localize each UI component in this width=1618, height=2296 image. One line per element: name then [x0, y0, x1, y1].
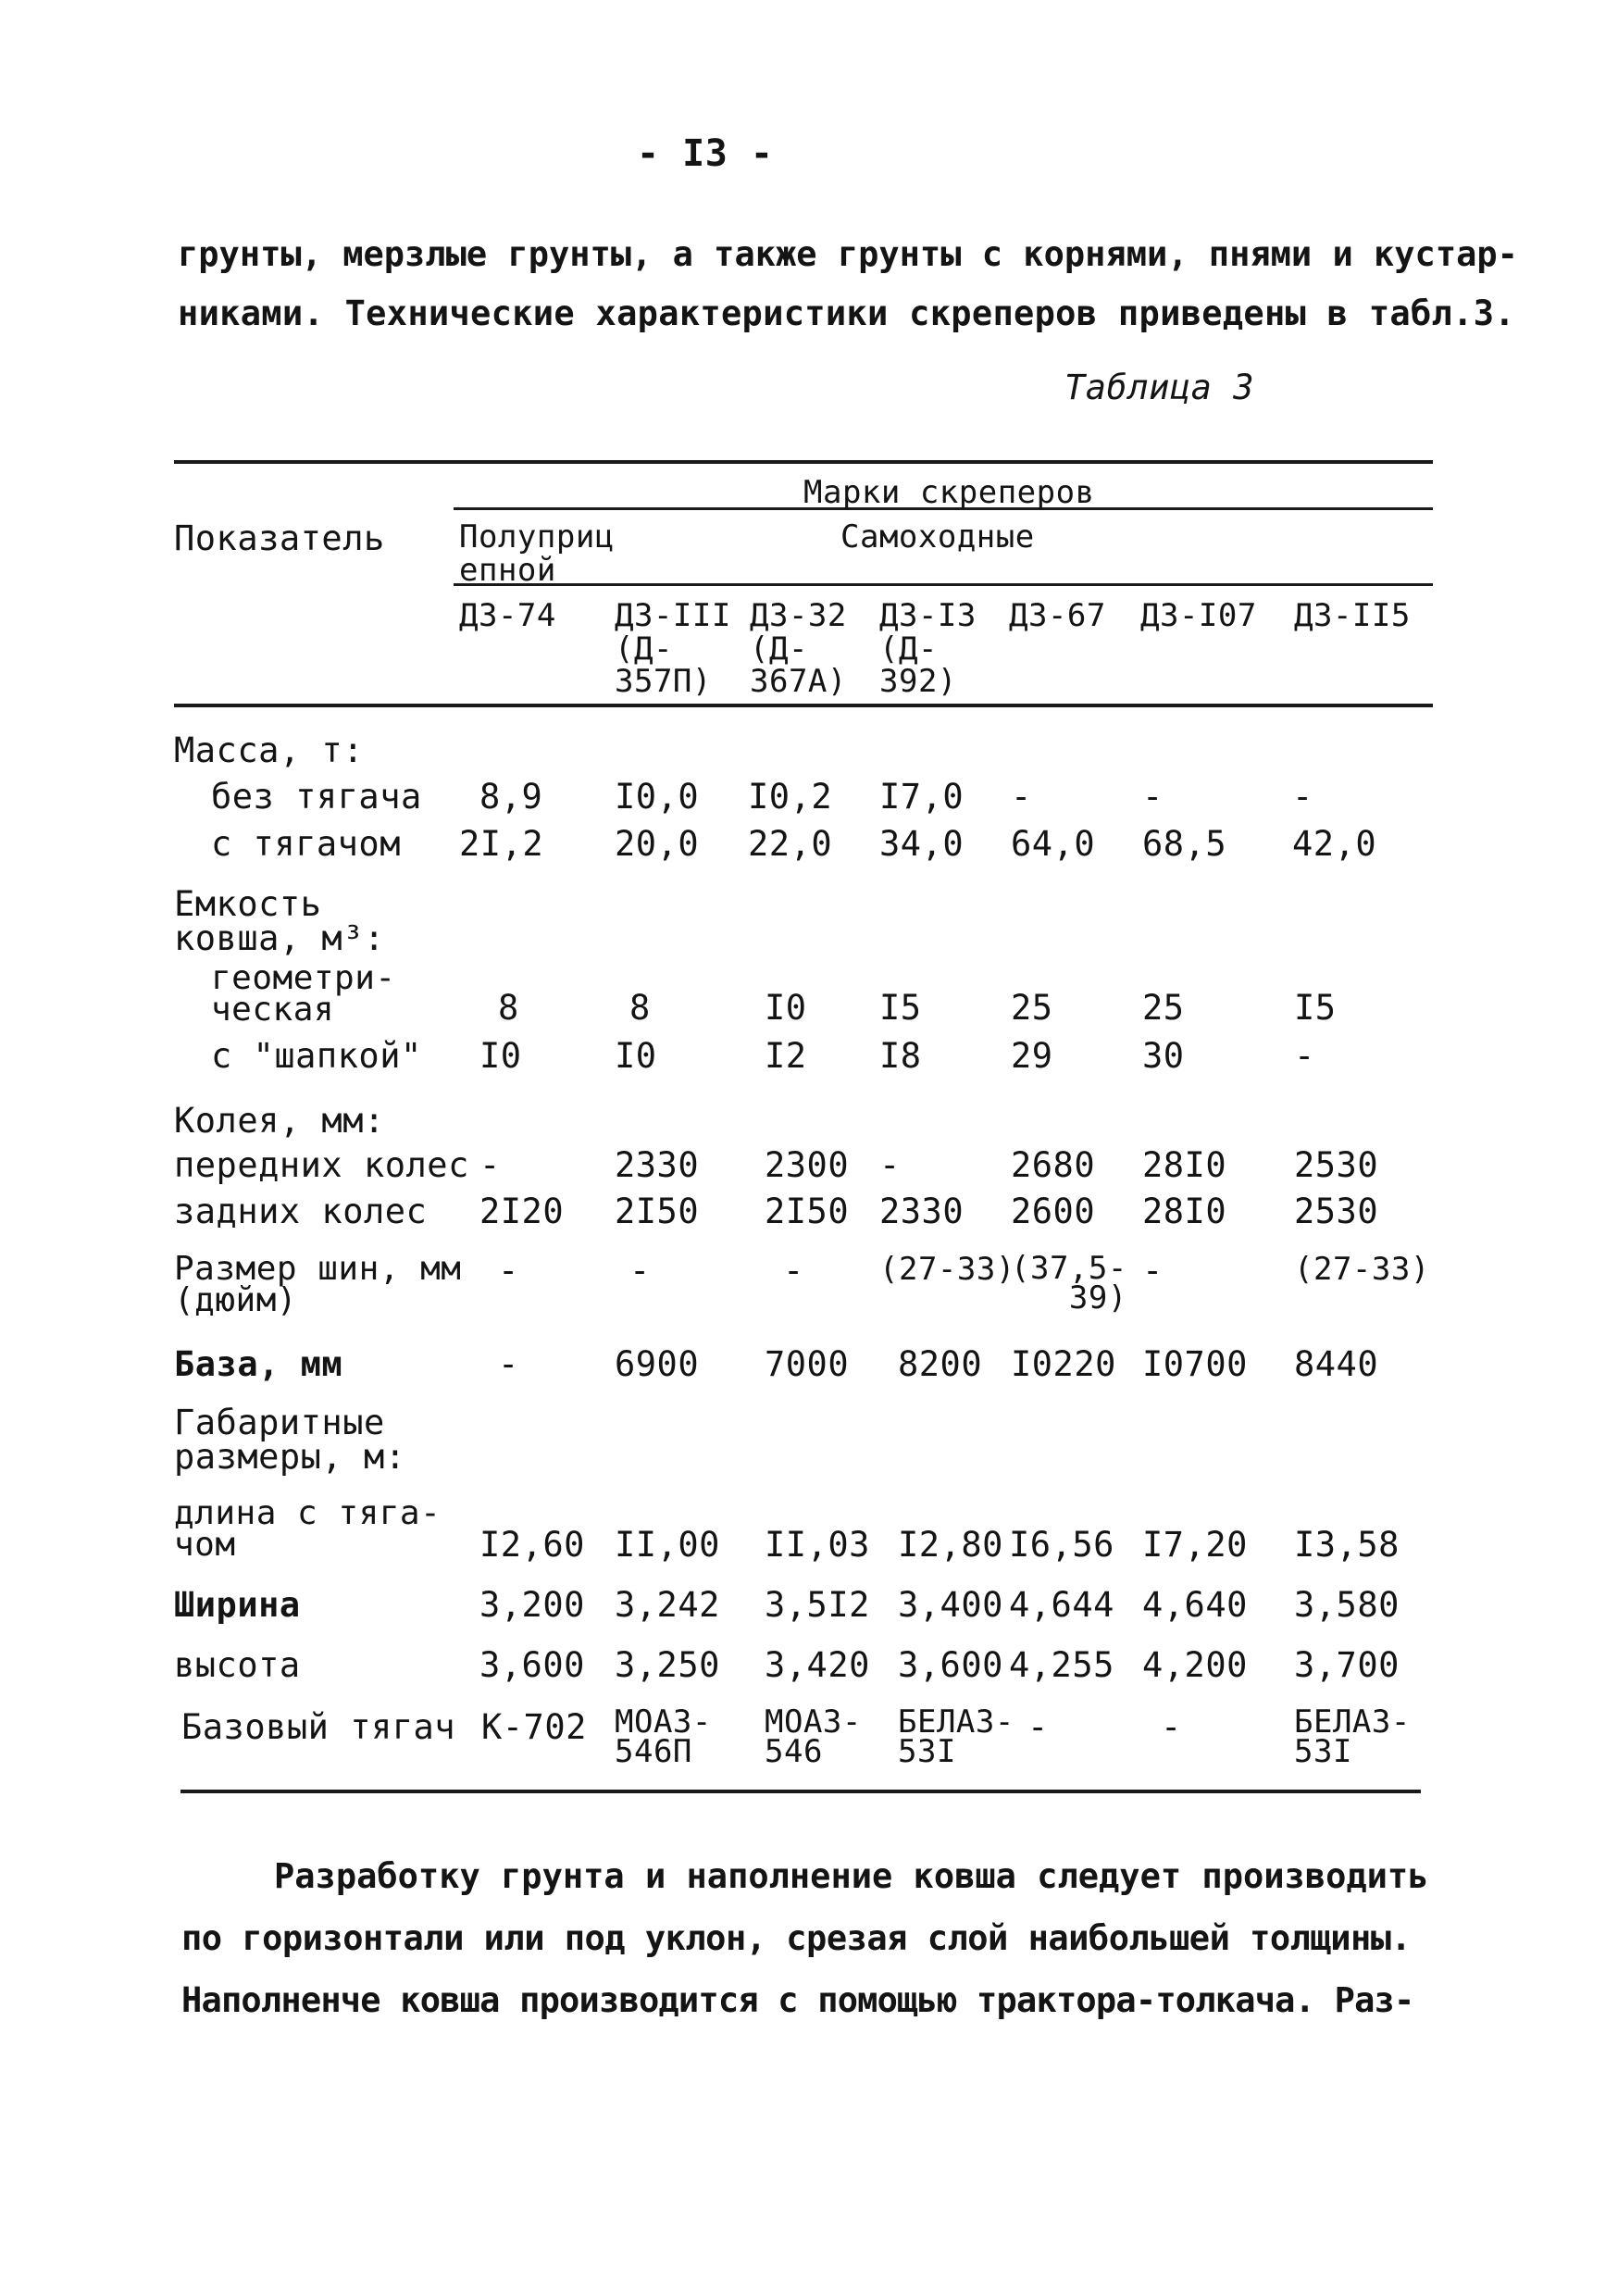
table-cell: 2I50 — [615, 1192, 700, 1231]
table-cell: - — [1027, 1707, 1049, 1747]
table-cell: 22,0 — [748, 824, 833, 864]
body-line-3: Наполненче ковша производится с помощью трактора-толкача. Раз- — [181, 1980, 1414, 2020]
table-cell: - — [1294, 1036, 1315, 1076]
table-cell: (27-33) — [879, 1251, 1015, 1288]
intro-line-1: грунты, мерзлые грунты, а также грунты с корнями, пнями и кустар- — [178, 234, 1518, 274]
table-cell: 8440 — [1294, 1344, 1379, 1384]
row-label: Ширина — [174, 1585, 301, 1625]
table-cell: 7000 — [765, 1344, 850, 1384]
table-cell: I5 — [1294, 988, 1337, 1028]
table-cell: 2I50 — [765, 1192, 850, 1231]
table-cell: 2I,2 — [459, 824, 544, 864]
section-dimensions: Габаритные размеры, м: — [174, 1403, 406, 1477]
table-cell: 2600 — [1011, 1192, 1096, 1231]
table-cell: 3,700 — [1294, 1645, 1400, 1685]
body-line-1: Разработку грунта и наполнение ковша следует производить — [274, 1856, 1429, 1896]
table-cell: I0,2 — [748, 777, 833, 817]
table-cell: 4,644 — [1009, 1585, 1114, 1625]
table-cell: - — [498, 1251, 519, 1291]
table-cell: К-702 — [481, 1707, 587, 1747]
table-cell: - — [1292, 777, 1313, 817]
table-cell: БЕЛАЗ- 53I — [1294, 1703, 1411, 1771]
row-label: Базовый тягач — [181, 1707, 456, 1747]
table-cell: 3,250 — [615, 1645, 720, 1685]
table-cell: - — [1142, 1251, 1164, 1291]
table-cell: 2300 — [765, 1145, 850, 1185]
row-label: Размер шин, мм (дюйм) — [174, 1250, 462, 1320]
table-cell: 34,0 — [879, 824, 965, 864]
table-cell: I5 — [879, 988, 922, 1028]
table-cell: 20,0 — [615, 824, 700, 864]
table-cell: 8,9 — [479, 777, 543, 817]
header-semitrailer: Полуприцепной — [459, 518, 615, 589]
table-cell: 2680 — [1011, 1145, 1096, 1185]
table-cell: 6900 — [615, 1344, 700, 1384]
table-cell: 8 — [629, 988, 651, 1028]
table-cell: 68,5 — [1142, 824, 1227, 864]
table-cell: 3,420 — [765, 1645, 870, 1685]
table-top-rule — [174, 460, 1433, 464]
table-cell: 3,200 — [479, 1585, 585, 1625]
section-capacity: Емкость ковша, м³: — [174, 884, 385, 958]
model-dz-67: ДЗ-67 — [1009, 597, 1106, 634]
table-cell: II,03 — [765, 1525, 870, 1565]
row-label: геометри- ческая — [211, 959, 396, 1029]
table-cell: 3,5I2 — [765, 1585, 870, 1625]
table-cell: 2530 — [1294, 1192, 1379, 1231]
table-cell: I7,0 — [879, 777, 965, 817]
table-cell: 8 — [498, 988, 519, 1028]
table-cell: 3,400 — [898, 1585, 1003, 1625]
table-cell: I0 — [479, 1036, 522, 1076]
row-label: База, мм — [174, 1344, 343, 1384]
row-label: с "шапкой" — [211, 1036, 422, 1076]
table-cell: - — [1011, 777, 1032, 817]
model-dz-13: ДЗ-I3 (Д- 392) — [879, 597, 977, 701]
table-cell: 3,600 — [898, 1645, 1003, 1685]
table-cell: МОАЗ- 546 — [765, 1703, 862, 1771]
table-cell: I2,80 — [898, 1525, 1003, 1565]
table-cell: II,00 — [615, 1525, 720, 1565]
header-brands: Марки скреперов — [803, 474, 1095, 511]
table-cell: - — [879, 1145, 901, 1185]
table-cell: 30 — [1142, 1036, 1185, 1076]
table-cell: I6,56 — [1009, 1525, 1114, 1565]
table-cell: - — [629, 1251, 651, 1291]
row-label: длина с тяга- чом — [174, 1494, 442, 1565]
section-mass: Масса, т: — [174, 730, 364, 770]
table-cell: 28I0 — [1142, 1145, 1227, 1185]
model-dz-74: ДЗ-74 — [459, 597, 556, 634]
header-bottom-rule — [174, 704, 1433, 707]
section-track: Колея, мм: — [174, 1101, 385, 1141]
table-cell: 64,0 — [1011, 824, 1096, 864]
header-param: Показатель — [174, 518, 385, 558]
table-caption: Таблица 3 — [1064, 368, 1254, 407]
row-label: с тягачом — [211, 824, 401, 864]
table-cell: 3,600 — [479, 1645, 585, 1685]
table-cell: - — [479, 1145, 501, 1185]
table-cell: МОАЗ- 546П — [615, 1703, 712, 1771]
table-cell: I7,20 — [1142, 1525, 1248, 1565]
model-dz-115: ДЗ-II5 — [1294, 597, 1411, 634]
header-selfpropelled: Самоходные — [840, 518, 1035, 555]
table-cell: 4,255 — [1009, 1645, 1114, 1685]
table-cell: 3,242 — [615, 1585, 720, 1625]
table-cell: I2,60 — [479, 1525, 585, 1565]
table-cell: 2I20 — [479, 1192, 565, 1231]
table-cell: I8 — [879, 1036, 922, 1076]
table-cell: 4,200 — [1142, 1645, 1248, 1685]
table-cell: I0 — [765, 988, 807, 1028]
table-cell: - — [1142, 777, 1164, 817]
table-cell: 8200 — [898, 1344, 983, 1384]
row-label: высота — [174, 1645, 301, 1685]
table-cell: I0,0 — [615, 777, 700, 817]
table-cell: 25 — [1011, 988, 1053, 1028]
model-dz-107: ДЗ-I07 — [1140, 597, 1257, 634]
table-cell: I2 — [765, 1036, 807, 1076]
table-cell: - — [783, 1251, 804, 1291]
table-cell: (27-33) — [1294, 1251, 1430, 1288]
table-cell: - — [498, 1344, 519, 1384]
table-cell: 2330 — [615, 1145, 700, 1185]
table-cell: I3,58 — [1294, 1525, 1400, 1565]
model-dz-111: ДЗ-III (Д- 357П) — [615, 597, 731, 701]
body-line-2: по горизонтали или под уклон, срезая слой наибольшей толщины. — [181, 1918, 1412, 1958]
row-label: передних колес — [174, 1145, 469, 1185]
table-cell: I0220 — [1011, 1344, 1116, 1384]
table-cell: 25 — [1142, 988, 1185, 1028]
table-cell: 4,640 — [1142, 1585, 1248, 1625]
table-cell: 2330 — [879, 1192, 965, 1231]
table-bottom-rule — [180, 1790, 1421, 1793]
table-cell: I0 — [615, 1036, 657, 1076]
intro-line-2: никами. Технические характеристики скреперов приведены в табл.3. — [178, 293, 1515, 333]
table-cell: (37,5- 39) — [1011, 1250, 1127, 1317]
table-cell: 29 — [1011, 1036, 1053, 1076]
row-label: без тягача — [211, 777, 422, 817]
table-cell: БЕЛАЗ- 53I — [898, 1703, 1014, 1771]
table-cell: - — [1161, 1707, 1182, 1747]
row-label: задних колес — [174, 1192, 428, 1231]
table-cell: 42,0 — [1292, 824, 1377, 864]
table-cell: 3,580 — [1294, 1585, 1400, 1625]
table-cell: 2530 — [1294, 1145, 1379, 1185]
page-number: - I3 - — [637, 132, 774, 175]
table-cell: 28I0 — [1142, 1192, 1227, 1231]
table-cell: I0700 — [1142, 1344, 1248, 1384]
model-dz-32: ДЗ-32 (Д- 367А) — [750, 597, 847, 701]
